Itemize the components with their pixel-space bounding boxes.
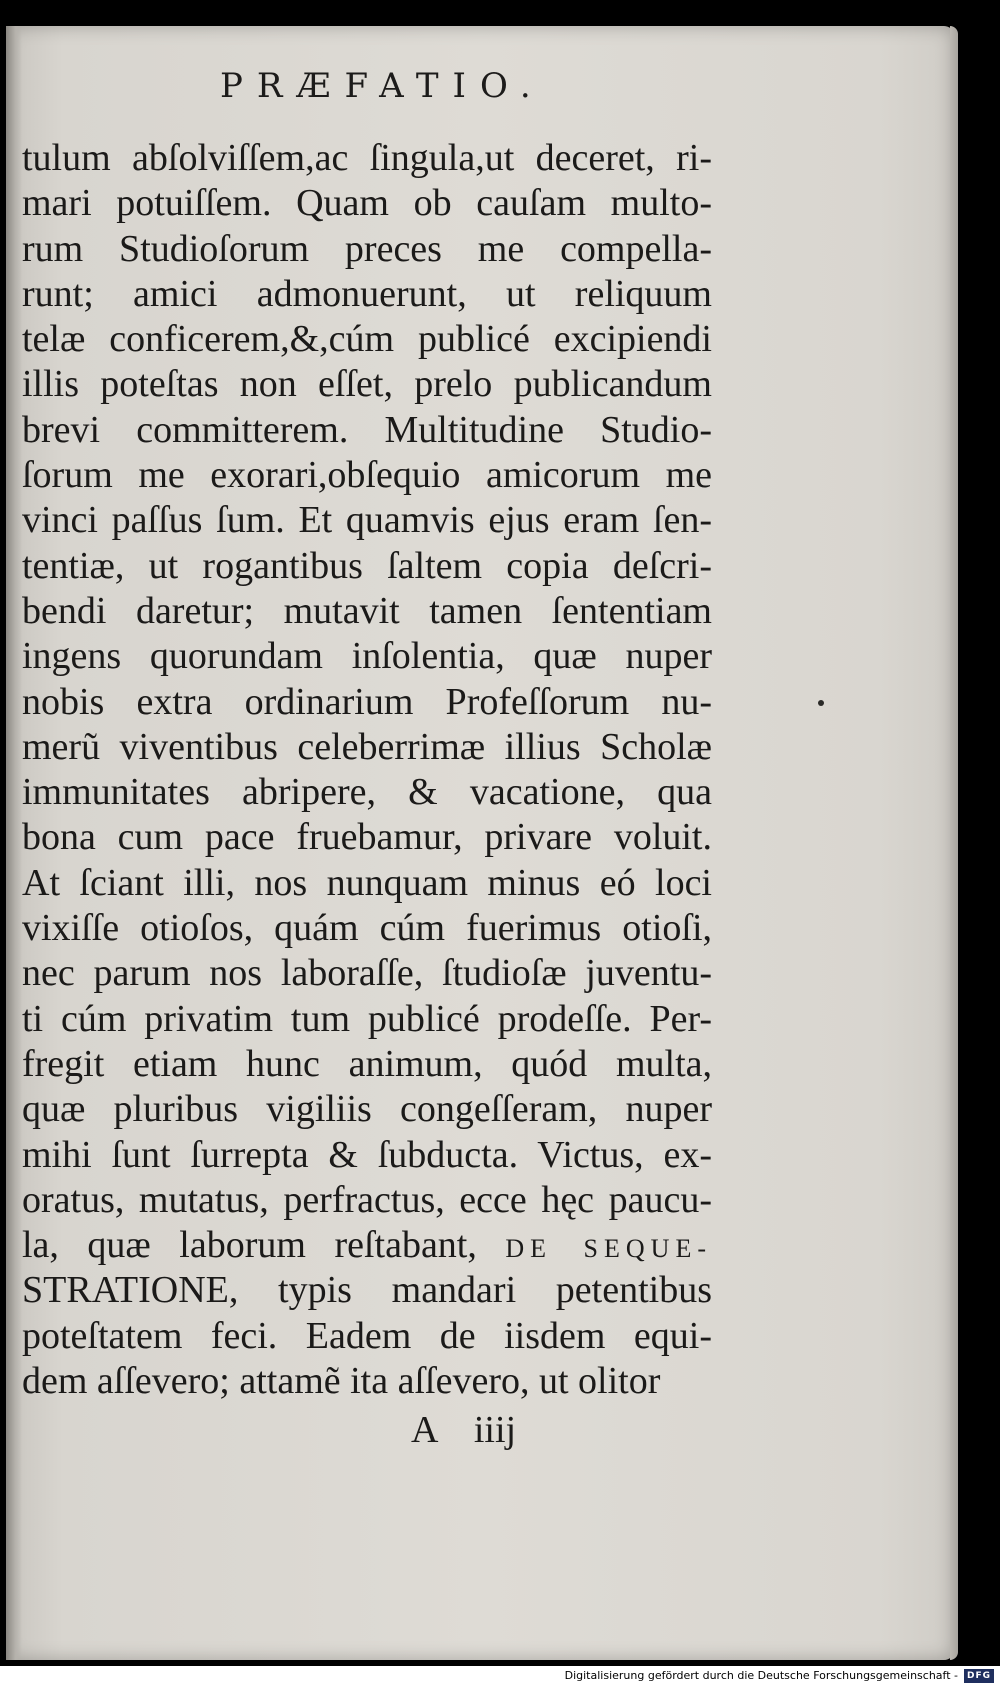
text-line: runt; amici admonuerunt, ut reliquum xyxy=(22,272,712,315)
text-line: bendi daretur; mutavit tamen ſententiam xyxy=(22,589,712,632)
funding-credit: Digitalisierung gefördert durch die Deutsche Forschungsgemeinschaft - xyxy=(564,1669,958,1682)
text-line: merũ viventibus celeberrimæ illius Scholæ xyxy=(22,725,712,768)
paper-speck xyxy=(818,700,824,706)
text-line: telæ conficerem,&,cúm publicé excipiendi xyxy=(22,318,712,361)
text-line: ſorum me exorari,obſequio amicorum me xyxy=(22,454,712,497)
text-line: quæ pluribus vigiliis congeſſeram, nuper xyxy=(22,1088,712,1131)
signature-mark: A iiij xyxy=(411,1409,517,1451)
text-line: mari potuiſſem. Quam ob cauſam multo- xyxy=(22,182,712,225)
page-gutter xyxy=(6,26,22,1660)
text-line: vinci paſſus ſum. Et quamvis ejus eram ſen- xyxy=(22,499,712,542)
text-line: At ſciant illi, nos nunquam minus eó loci xyxy=(22,861,712,904)
text-line: rum Studioſorum preces me compella- xyxy=(22,227,712,270)
text-line: brevi committerem. Multitudine Studio- xyxy=(22,408,712,451)
body-text xyxy=(22,136,712,1404)
text-line: nec parum nos laboraſſe, ſtudioſæ juventu- xyxy=(22,952,712,995)
text-line: bona cum pace fruebamur, privare voluit. xyxy=(22,816,712,859)
dfg-logo: DFG xyxy=(964,1669,994,1683)
book-page xyxy=(6,26,954,1660)
text-line: oratus, mutatus, perfractus, ecce hęc paucu- xyxy=(22,1178,712,1221)
text-segment: la, quæ laborum reſtabant, xyxy=(22,1224,477,1267)
text-line: fregit etiam hunc animum, quód multa, xyxy=(22,1042,712,1085)
text-line: vixiſſe otioſos, quám cúm fuerimus otioſi, xyxy=(22,907,712,950)
text-line: ingens quorundam inſolentia, quæ nuper xyxy=(22,635,712,678)
text-line: tulum abſolviſſem,ac ſingula,ut deceret, ri- xyxy=(22,137,712,179)
page-edge xyxy=(950,26,958,1660)
text-line: mihi ſunt ſurrepta & ſubducta. Victus, ex- xyxy=(22,1133,712,1176)
text-line: nobis extra ordinarium Profeſſorum nu- xyxy=(22,680,712,723)
text-line: STRATIONE, typis mandari petentibus xyxy=(22,1269,712,1312)
text-line: immunitates abripere, & vacatione, qua xyxy=(22,771,712,814)
running-header: PRÆFATIO. xyxy=(220,66,545,106)
text-line: tentiæ, ut rogantibus ſaltem copia deſcri- xyxy=(22,544,712,587)
text-line: illis poteſtas non eſſet, prelo publicandum xyxy=(22,363,712,406)
smallcaps-text: DE SEQUE- xyxy=(505,1234,712,1264)
text-line: poteſtatem feci. Eadem de iisdem equi- xyxy=(22,1314,712,1357)
footer-bar xyxy=(0,1666,1000,1688)
text-line: dem aſſevero; attamẽ ita aſſevero, ut olitor xyxy=(22,1360,661,1403)
text-line-with-smallcaps xyxy=(22,1223,712,1268)
text-line: ti cúm privatim tum publicé prodeſſe. Per- xyxy=(22,997,712,1040)
